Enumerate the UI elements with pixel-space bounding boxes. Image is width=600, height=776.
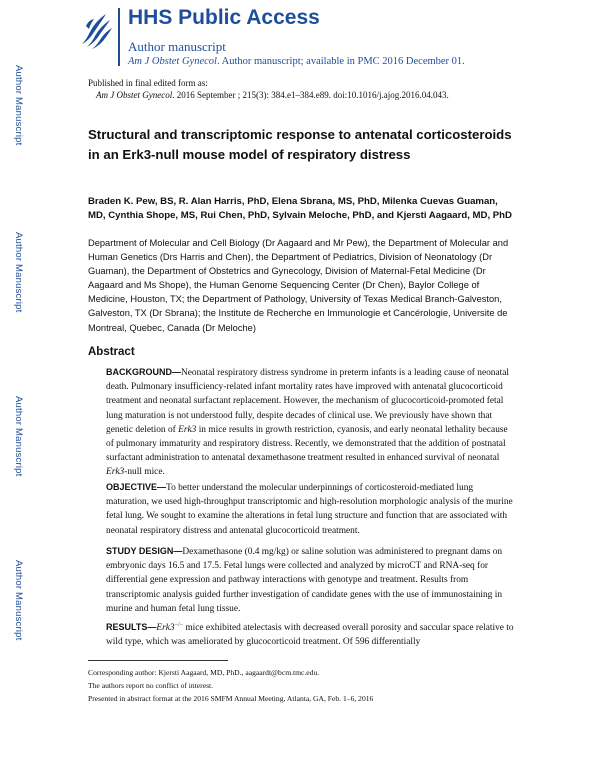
side-label-author-manuscript: Author Manuscript — [13, 65, 24, 146]
objective-label: OBJECTIVE— — [106, 482, 167, 492]
side-label-author-manuscript: Author Manuscript — [13, 560, 24, 641]
published-label: Published in final edited form as: — [88, 78, 208, 88]
footnote-corresponding: Corresponding author: Kjersti Aagaard, MD, PhD., aagaardt@bcm.tmc.edu. — [88, 668, 320, 677]
author-list: Braden K. Pew, BS, R. Alan Harris, PhD, Elena Sbrana, MS, PhD, Milenka Cuevas Guaman, MD, Cynthia Shope, MS, Rui Chen, PhD, Sylvain Meloche, PhD, and Kjersti Aagaard, MD, PhD — [88, 196, 512, 221]
background-label: BACKGROUND— — [106, 367, 181, 377]
header-citation: Am J Obstet Gynecol. Author manuscript; available in PMC 2016 December 01. — [128, 56, 465, 67]
footnote-conflict: The authors report no conflict of interest. — [88, 681, 214, 690]
side-label-author-manuscript: Author Manuscript — [13, 232, 24, 313]
abstract-background: BACKGROUND—Neonatal respiratory distress syndrome in preterm infants is a leading cause of neonatal death. Pulmonary insufficiency-related infant mortality rates have improved with antenatal glucocorticoid treatment and neonatal surfactant replacement. However, the mechanism of glucocorticoid-promoted fetal lung maturation is not understood fully, despite decades of clinical use. We previously have shown that genetic deletion of Erk3 in mice results in growth restriction, cyanosis, and early neonatal lethality because of pulmonary immaturity and respiratory distress. Recently, we demonstrated that the addition of postnatal surfactant administration to antenatal dexamethasone treatment resulted in enhanced survival of neonatal Erk3-null mice. — [106, 367, 510, 478]
side-label-author-manuscript: Author Manuscript — [13, 396, 24, 477]
abstract-heading: Abstract — [88, 346, 135, 358]
footnote-presented: Presented in abstract format at the 2016 SMFM Annual Meeting, Atlanta, GA, Feb. 1–6, 2016 — [88, 694, 374, 703]
abstract-study-design: STUDY DESIGN—Dexamethasone (0.4 mg/kg) or saline solution was administered to pregnant dams on embryonic days 16.5 and 17.5. Fetal lungs were collected and analyzed by microCT and RNA-seq for differential gene expression and pathway interactions with genotype and treatment. Results from transcriptomic analysis guided further investigation of candidate genes with the use of immunostaining in murine and human fetal lung tissue. — [106, 546, 503, 614]
design-label: STUDY DESIGN— — [106, 546, 183, 556]
published-citation: Am J Obstet Gynecol. 2016 September ; 215(3): 384.e1–384.e89. doi:10.1016/j.ajog.2016.04.043. — [96, 90, 449, 100]
header-title: HHS Public Access — [128, 6, 320, 29]
header-divider — [118, 8, 120, 66]
abstract-objective: OBJECTIVE—To better understand the molecular underpinnings of corticosteroid-mediated lung maturation, we used high-throughput transcriptomic and high-resolution morphologic analysis of the murine fetal lung. We sought to examine the alterations in fetal lung structure and function that are associated with neonatal respiratory distress and antenatal glucocorticoid treatment. — [106, 482, 513, 536]
hhs-eagle-logo-icon — [76, 10, 116, 52]
results-label: RESULTS— — [106, 622, 157, 633]
footnote-rule — [88, 660, 228, 661]
header-subtitle: Author manuscript — [128, 39, 226, 54]
affiliations: Department of Molecular and Cell Biology (Dr Aagaard and Mr Pew), the Department of Molecular and Human Genetics (Drs Harris and Chen), the Department of Pediatrics, Division of Neonatology (Dr Guaman), the Department of Obstetrics and Gynecology, Division of Maternal-Fetal Medicine (Dr Aagaard and Ms Shope), the Human Genome Sequencing Center (Dr Chen), Baylor College of Medicine, Houston, TX; the Department of Pathology, University of Texas Medical Branch-Galveston, Galveston, TX (Dr Sbrana); the Institute de Recherche en Immunologie et Cancérologie, Universite de Montreal, Quebec, Canada (Dr Meloche) — [88, 238, 509, 333]
article-title: Structural and transcriptomic response to antenatal corticosteroids in an Erk3-null mouse model of respiratory distress — [88, 127, 512, 162]
abstract-results: RESULTS—Erk3−/− mice exhibited atelectasis with decreased overall porosity and saccular space relative to wild type, which was ameliorated by glucocorticoid treatment. Of 596 differentially — [106, 622, 514, 648]
